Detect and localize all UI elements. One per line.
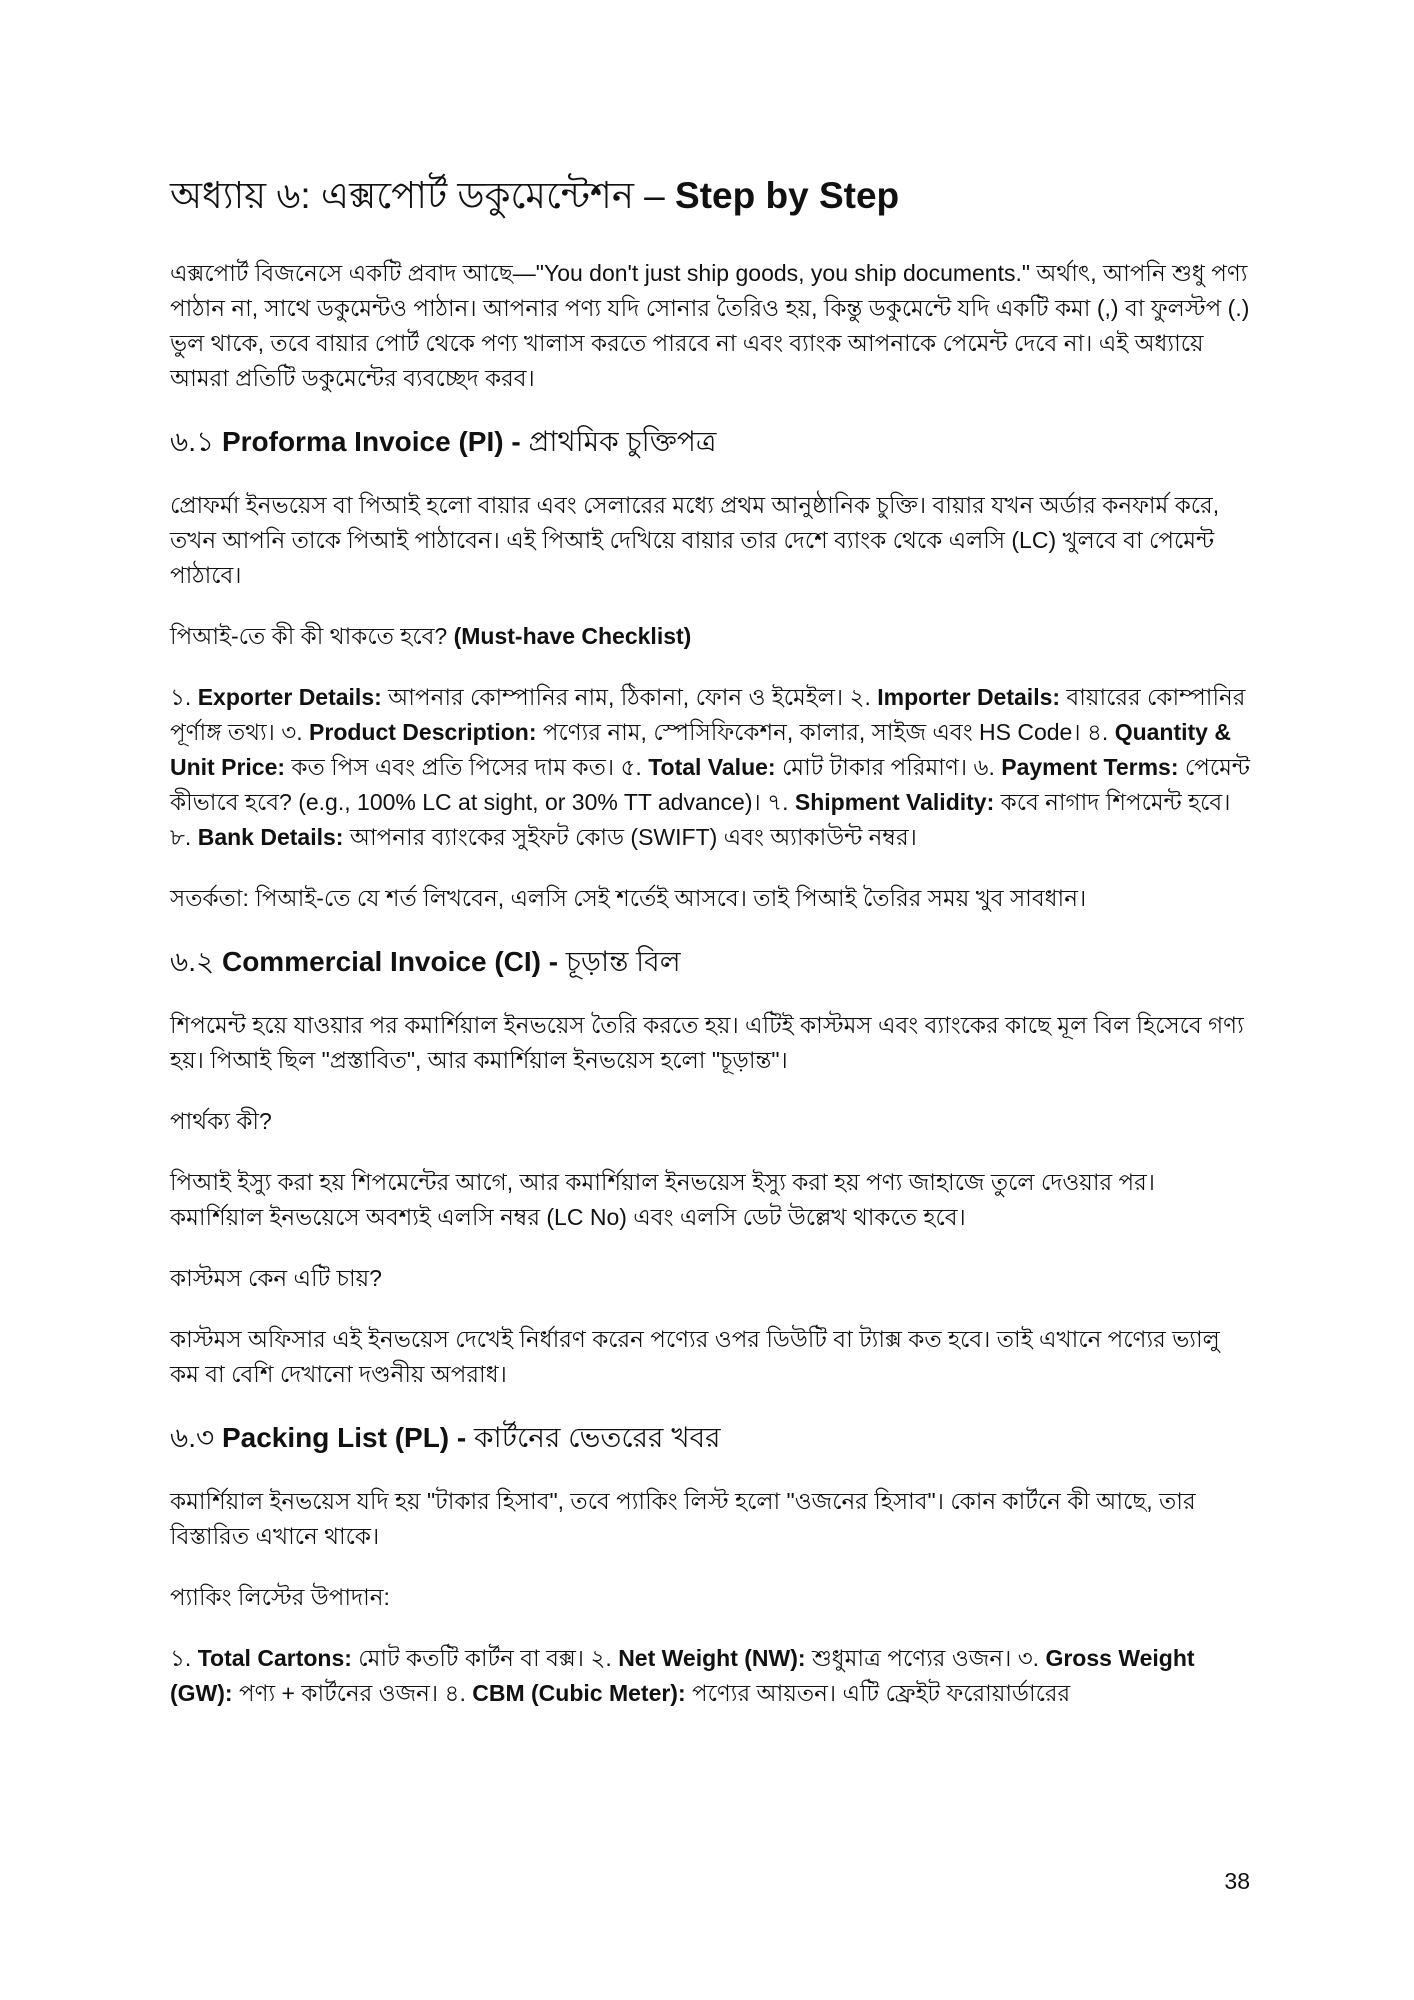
pl-components-label: প্যাকিং লিস্টের উপাদান: — [170, 1584, 390, 1610]
checklist-question-bn: পিআই-তে কী কী থাকতে হবে? — [170, 623, 454, 649]
page-number: 38 — [1224, 1868, 1250, 1894]
pl-paragraph: কমার্শিয়াল ইনভয়েস যদি হয় "টাকার হিসাব", তবে প্যাকিং লিস্ট হলো "ওজনের হিসাব"। কোন কার্টনে কী আছে, তার বিস্তারিত এখানে থাকে। — [170, 1488, 1196, 1549]
ci-answer-difference: পিআই ইস্যু করা হয় শিপমেন্টের আগে, আর কমার্শিয়াল ইনভয়েস ইস্যু করা হয় পণ্য জাহাজে তুলে দেওয়ার পর। কমার্শিয়াল ইনভয়েসে অবশ্যই এলসি নম্বর (LC No) এবং এলসি ডেট উল্লেখ থাকতে হবে। — [170, 1169, 1156, 1230]
intro-paragraph: এক্সপোর্ট বিজনেসে একটি প্রবাদ আছে—"You don't just ship goods, you ship documents." অর্থাৎ, আপনি শুধু পণ্য পাঠান না, সাথে ডকুমেন্টও পাঠান। আপনার পণ্য যদি সোনার তৈরিও হয়, কিন্তু ডকুমেন্টে যদি একটি কমা (,) বা ফুলস্টপ (.) ভুল থাকে, তবে বায়ার পোর্ট থেকে পণ্য খালাস করতে পারবে না এবং ব্যাংক আপনাকে পেমেন্ট দেবে না। এই অধ্যায়ে আমরা প্রতিটি ডকুমেন্টের ব্যবচ্ছেদ করব। — [170, 260, 1250, 391]
checklist-item: ৮. Bank Details: আপনার ব্যাংকের সুইফট কোড (SWIFT) এবং অ্যাকাউন্ট নম্বর। — [170, 824, 917, 850]
component-item: ১. Total Cartons: মোট কতটি কার্টন বা বক্স। — [170, 1645, 591, 1671]
section-title-bn: চূড়ান্ত বিল — [565, 946, 681, 977]
section-heading-pi — [170, 422, 1250, 462]
caution-text: পিআই-তে যে শর্ত লিখবেন, এলসি সেই শর্তেই আসবে। তাই পিআই তৈরির সময় খুব সাবধান। — [248, 885, 1087, 911]
checklist-item: ২. Importer Details: বায়ারের কোম্পানির পূর্ণাঙ্গ তথ্য। — [170, 684, 1246, 745]
checklist-item: ৭. Shipment Validity: কবে নাগাদ শিপমেন্ট হবে। — [767, 789, 1231, 815]
pi-caution — [170, 881, 1250, 916]
component-item: ২. Net Weight (NW): শুধুমাত্র পণ্যের ওজন। — [590, 1645, 1018, 1671]
caution-label: সতর্কতা: — [170, 885, 249, 911]
ci-question-difference: পার্থক্য কী? — [170, 1108, 272, 1134]
ci-paragraph: শিপমেন্ট হয়ে যাওয়ার পর কমার্শিয়াল ইনভয়েস তৈরি করতে হয়। এটিই কাস্টমস এবং ব্যাংকের কাছে মূল বিল হিসেবে গণ্য হয়। পিআই ছিল "প্রস্তাবিত", আর কমার্শিয়াল ইনভয়েস হলো "চূড়ান্ত"। — [170, 1012, 1244, 1073]
section-heading-pl — [170, 1418, 1250, 1458]
pi-checklist-question — [170, 619, 1250, 654]
pi-paragraph: প্রোফর্মা ইনভয়েস বা পিআই হলো বায়ার এবং সেলারের মধ্যে প্রথম আনুষ্ঠানিক চুক্তি। বায়ার যখন অর্ডার কনফার্ম করে, তখন আপনি তাকে পিআই পাঠাবেন। এই পিআই দেখিয়ে বায়ার তার দেশে ব্যাংক থেকে এলসি (LC) খুলবে বা পেমেন্ট পাঠাবে। — [170, 492, 1220, 588]
component-item: ৩. Gross Weight (GW): পণ্য + কার্টনের ওজন। — [170, 1645, 1195, 1706]
checklist-question-en: (Must-have Checklist) — [453, 623, 692, 649]
checklist-item: ৬. Payment Terms: পেমেন্ট কীভাবে হবে? (e.g., 100% LC at sight, or 30% TT advance)। — [170, 754, 1250, 815]
chapter-title-en: Step by Step — [675, 175, 900, 216]
section-number: ৬.১ — [170, 426, 222, 457]
pi-checklist — [170, 680, 1250, 855]
ci-answer-customs: কাস্টমস অফিসার এই ইনভয়েস দেখেই নির্ধারণ করেন পণ্যের ওপর ডিউটি বা ট্যাক্স কত হবে। তাই এখানে পণ্যের ভ্যালু কম বা বেশি দেখানো দণ্ডনীয় অপরাধ। — [170, 1326, 1220, 1387]
section-heading-ci — [170, 942, 1250, 982]
section-number: ৬.২ — [170, 946, 222, 977]
section-title-en: Proforma Invoice (PI) - — [221, 426, 529, 457]
checklist-item: ৪. Quantity & Unit Price: কত পিস এবং প্রতি পিসের দাম কত। — [170, 719, 1231, 780]
checklist-item: ৫. Total Value: মোট টাকার পরিমাণ। — [620, 754, 974, 780]
section-title-en: Packing List (PL) - — [221, 1422, 475, 1453]
checklist-item: ১. Exporter Details: আপনার কোম্পানির নাম, ঠিকানা, ফোন ও ইমেইল। — [170, 684, 850, 710]
component-item: ৪. CBM (Cubic Meter): পণ্যের আয়তন। এটি ফ্রেইট ফরোয়ার্ডারের — [444, 1680, 1071, 1706]
section-title-bn: কার্টনের ভেতরের খবর — [474, 1422, 721, 1453]
chapter-title — [170, 170, 1250, 222]
checklist-item: ৩. Product Description: পণ্যের নাম, স্পেসিফিকেশন, কালার, সাইজ এবং HS Code। — [281, 719, 1087, 745]
section-title-en: Commercial Invoice (CI) - — [221, 946, 566, 977]
chapter-title-bn: অধ্যায় ৬: এক্সপোর্ট ডকুমেন্টেশন – — [170, 175, 676, 216]
page-content — [170, 170, 1250, 1737]
section-title-bn: প্রাথমিক চুক্তিপত্র — [528, 426, 717, 457]
pl-components — [170, 1641, 1250, 1711]
ci-question-customs: কাস্টমস কেন এটি চায়? — [170, 1265, 382, 1291]
section-number: ৬.৩ — [170, 1422, 222, 1453]
